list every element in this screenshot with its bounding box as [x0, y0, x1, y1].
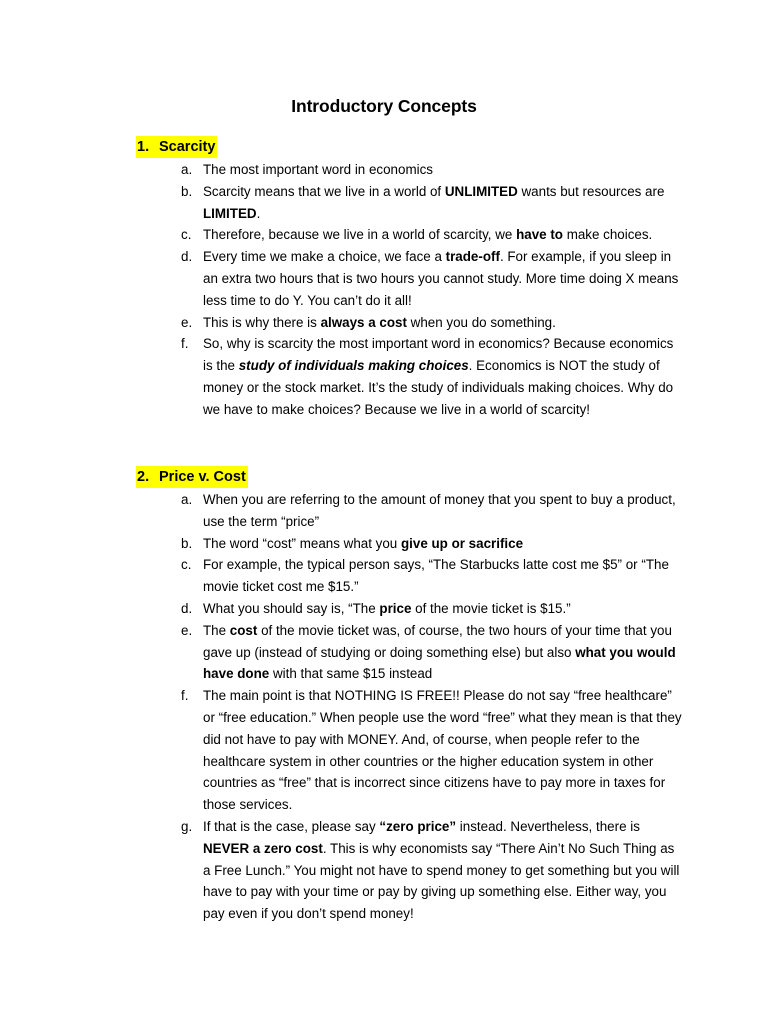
bold-text: LIMITED	[203, 205, 257, 221]
body-text: .	[256, 205, 261, 221]
body-text: when you do something.	[406, 314, 556, 330]
bold-text: give up or sacrifice	[400, 535, 524, 551]
body-text: . This is why economists say “There Ain’t No Such Thing as a Free Lunch.” You might not have to spend money to get something but you will have to pay with your time or pay by giving up something else. Either way, you pay even if you don’t spend money!	[203, 840, 680, 922]
body-text: This is why there is	[203, 314, 321, 330]
bold-text: what you would have done	[203, 644, 676, 682]
body-text: So, why is scarcity the most important word in economics? Because economics is the	[203, 336, 674, 374]
list-item	[0, 181, 768, 225]
list-marker: f.	[181, 688, 189, 704]
item-list	[0, 489, 768, 925]
body-text: wants but resources are	[517, 183, 665, 199]
body-text: with that same $15 instead	[269, 666, 433, 682]
list-item	[0, 620, 768, 685]
list-marker: e.	[181, 314, 193, 330]
body-text: Therefore, because we live in a world of scarcity, we	[203, 227, 517, 243]
list-marker: b.	[181, 183, 193, 199]
heading-highlight	[136, 466, 248, 488]
list-marker: d.	[181, 249, 193, 265]
body-text: . Economics is NOT the study of money or the stock market. It’s the study of individuals making choices. Why do we have to make choices? Because we live in a world of scarcity!	[203, 358, 674, 417]
list-marker: g.	[181, 818, 193, 834]
list-item	[0, 246, 768, 311]
section-number: 2.	[137, 469, 150, 485]
body-text: The most important word in economics	[203, 162, 433, 177]
page-title: Introductory Concepts	[291, 96, 477, 116]
body-text: If that is the case, please say	[203, 818, 380, 834]
bold-text: cost	[229, 622, 258, 638]
body-text: The word “cost” means what you	[203, 535, 401, 551]
list-marker: b.	[181, 535, 193, 551]
body-text: of the movie ticket was, of course, the two hours of your time that you gave up (instead of studying or doing something else) but also	[203, 622, 672, 660]
list-marker: c.	[181, 557, 192, 573]
bold-text: always a cost	[320, 314, 407, 330]
body-text: make choices.	[562, 227, 653, 243]
list-item	[0, 489, 768, 533]
body-text: When you are referring to the amount of money that you spent to buy a product, use the term “price”	[203, 492, 676, 529]
item-list	[0, 159, 768, 421]
section-title: Scarcity	[159, 139, 216, 155]
list-marker: d.	[181, 600, 193, 616]
list-item	[0, 533, 768, 555]
list-marker: a.	[181, 162, 193, 177]
section-heading	[134, 466, 250, 488]
bold-text: UNLIMITED	[444, 183, 518, 199]
list-item	[0, 159, 768, 181]
bold-text: trade-off	[445, 249, 500, 265]
body-text: For example, the typical person says, “The Starbucks latte cost me $5” or “The movie ticket cost me $15.”	[203, 557, 669, 595]
body-text: . For example, if you sleep in an extra two hours that is two hours you cannot study. More time doing X means less time to do Y. You can’t do it all!	[203, 249, 679, 308]
section-number: 1.	[137, 139, 150, 155]
section-title: Price v. Cost	[159, 469, 246, 485]
list-marker: e.	[181, 622, 193, 638]
body-text: The main point is that NOTHING IS FREE!! Please do not say “free healthcare” or “free education.” When people use the word “free” what they mean is that they did not have to pay with MONEY. And, of course, when people refer to the healthcare system in other countries or the higher education system in other countries as “free” that is incorrect since citizens have to pay more in taxes for those services.	[203, 688, 682, 813]
bold-text: NEVER a zero cost	[203, 840, 323, 856]
body-text: The	[203, 622, 230, 638]
list-item	[0, 598, 768, 620]
list-item	[0, 312, 768, 334]
list-item	[0, 224, 768, 246]
body-text: instead. Nevertheless, there is	[456, 818, 640, 834]
bold-text: have to	[516, 227, 563, 243]
bold-text: “zero price”	[379, 818, 457, 834]
list-item	[0, 685, 768, 816]
body-text: Scarcity means that we live in a world of	[203, 183, 445, 199]
body-text: What you should say is, “The	[203, 600, 380, 616]
section-heading	[134, 136, 219, 158]
list-marker: f.	[181, 336, 189, 352]
list-item	[0, 816, 768, 925]
bold-text: price	[379, 600, 412, 616]
list-item	[0, 333, 768, 420]
heading-highlight	[136, 136, 217, 158]
body-text: Every time we make a choice, we face a	[203, 249, 446, 265]
list-item	[0, 554, 768, 598]
list-marker: a.	[181, 492, 193, 507]
emphasis-text: study of individuals making choices	[238, 358, 469, 374]
body-text: of the movie ticket is $15.”	[411, 600, 571, 616]
list-marker: c.	[181, 227, 192, 243]
